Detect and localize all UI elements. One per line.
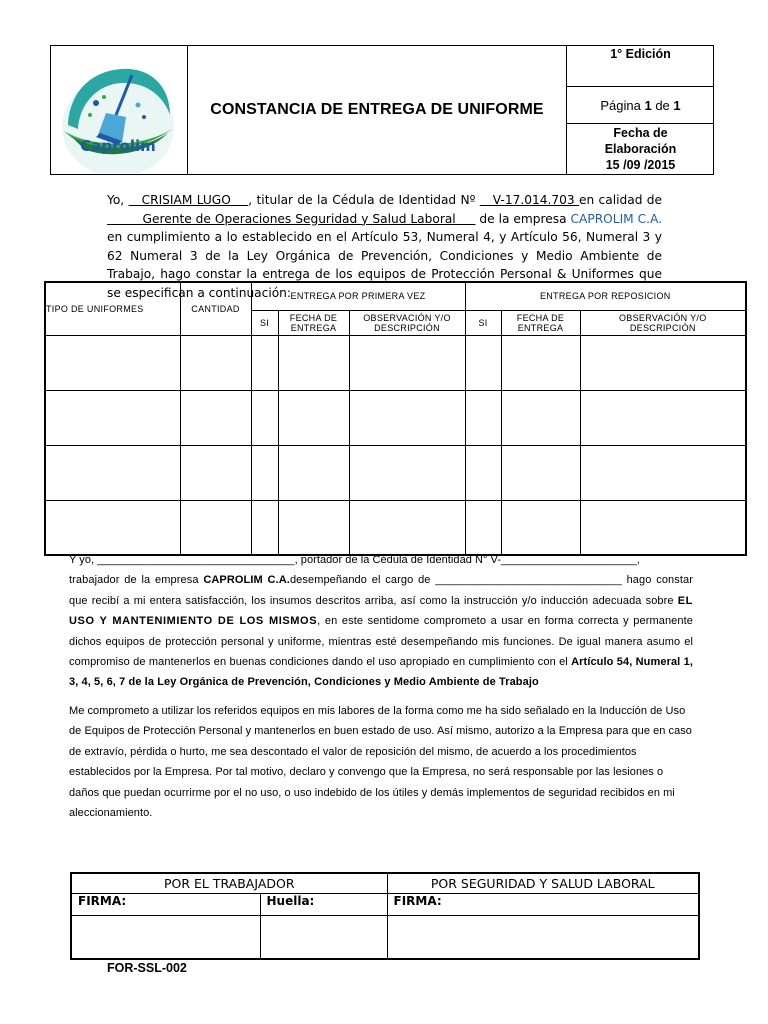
cell[interactable] [349, 445, 465, 500]
cell[interactable] [278, 445, 349, 500]
intro-yo: Yo, [107, 193, 125, 207]
fecha-label-1: Fecha de [613, 126, 668, 140]
header-meta [566, 45, 714, 175]
declaration-text: trabajador de la empresa CAPROLIM C.A.desempeñando el cargo de ______________________________ hago constar que recibí a mi entera satisfacción, los insumos descritos arriba, así como la instrucción y/o inducción adecuada sobre EL USO Y MANTENIMIENTO DE LOS MISMOS, en este sentidome comprometo a usar en forma correcta y permanente dichos equipos de protección personal y uniforme, mientras esté desempeñando mis funciones. De igual manera asumo el compromiso de mantenerlos en buenas condiciones dando el uso apropiado en cumplimiento con el Artículo 54, Numeral 1, 3, 4, 5, 6, 7 de la Ley Orgánica de Prevención, Condiciones y Medio Ambiente de Trabajo [69, 574, 693, 689]
sig-trabajador-header: POR EL TRABAJADOR [71, 873, 387, 893]
logo-cell [50, 45, 188, 175]
col-si-1: SI [251, 310, 278, 335]
logo-text: Caprolim [80, 137, 156, 155]
cell[interactable] [580, 445, 746, 500]
col-si-2: SI [465, 310, 501, 335]
cell[interactable] [501, 445, 580, 500]
cell[interactable] [251, 445, 278, 500]
cell[interactable] [45, 500, 180, 555]
huella-label: Huella: [260, 893, 387, 915]
cell[interactable] [465, 500, 501, 555]
table-row [45, 335, 746, 390]
declaration-paragraph [69, 550, 693, 693]
firma2-box[interactable] [387, 915, 699, 959]
cell[interactable] [501, 390, 580, 445]
intro-text-1: , titular de la Cédula de Identidad Nº [248, 193, 476, 207]
firma-label: FIRMA: [71, 893, 260, 915]
cell[interactable] [180, 335, 251, 390]
document-title: CONSTANCIA DE ENTREGA DE UNIFORME [210, 101, 544, 118]
cell[interactable] [45, 335, 180, 390]
cell[interactable] [349, 335, 465, 390]
page-word: Página [600, 97, 641, 113]
edition-cell [567, 45, 714, 87]
cell[interactable] [501, 500, 580, 555]
cell[interactable] [45, 390, 180, 445]
cell[interactable] [580, 500, 746, 555]
col-tipo-header: TIPO DE UNIFORMES [45, 282, 180, 335]
cell[interactable] [180, 390, 251, 445]
fecha-cell [567, 123, 714, 175]
page-total: 1 [673, 97, 681, 113]
cell[interactable] [251, 335, 278, 390]
fecha-value: 15 /09 /2015 [605, 158, 676, 172]
col-cantidad-header: CANTIDAD [180, 282, 251, 335]
col-obs-2: OBSERVACIÓN Y/O DESCRIPCIÓN [580, 310, 746, 335]
cell[interactable] [251, 500, 278, 555]
intro-cedula: V-17.014.703 [492, 193, 575, 207]
firma-box[interactable] [71, 915, 260, 959]
cell[interactable] [501, 335, 580, 390]
intro-text-2: en calidad de [578, 193, 663, 207]
cell[interactable] [580, 390, 746, 445]
sig-seguridad-header: POR SEGURIDAD Y SALUD LABORAL [387, 873, 699, 893]
cell[interactable] [349, 500, 465, 555]
cell[interactable] [278, 500, 349, 555]
firma2-label: FIRMA: [387, 893, 699, 915]
intro-name: CRISIAM LUGO [141, 193, 231, 207]
huella-box[interactable] [260, 915, 387, 959]
uniform-table [44, 281, 747, 556]
group-reposicion: ENTREGA POR REPOSICION [465, 282, 746, 310]
cell[interactable] [251, 390, 278, 445]
page-number: 1 [644, 97, 652, 113]
col-obs-1: OBSERVACIÓN Y/O DESCRIPCIÓN [349, 310, 465, 335]
commitment-paragraph: Me comprometo a utilizar los referidos equipos en mis labores de la forma como me ha sido señalado en la Inducción de Uso de Equipos de Protección Personal y mantenerlos en buen estado de uso. Así mismo, autorizo a la Empresa para que en caso de extravío, pérdida o hurto, me sea descontado el valor de reposición del mismo, de acuerdo a los procedimientos establecidos por la Empresa. Por tal motivo, declaro y convengo que la Empresa, no será responsable por las lesiones o daños que puedan ocurrirme por el no uso, o uso indebido de los útiles y demás implementos de seguridad recibidos en mi aleccionamiento. [69, 705, 692, 820]
col-fecha-2: FECHA DE ENTREGA [501, 310, 580, 335]
cell[interactable] [180, 445, 251, 500]
cell[interactable] [278, 390, 349, 445]
page-of: de [655, 97, 670, 113]
page-cell [567, 87, 714, 124]
cell[interactable] [580, 335, 746, 390]
table-row [45, 500, 746, 555]
table-row [45, 445, 746, 500]
cell[interactable] [349, 390, 465, 445]
intro-company: CAPROLIM C.A. [570, 211, 663, 226]
cell[interactable] [465, 445, 501, 500]
cell[interactable] [465, 390, 501, 445]
intro-text-3: de la empresa [479, 211, 567, 226]
cell[interactable] [45, 445, 180, 500]
intro-cargo: Gerente de Operaciones Seguridad y Salud Laboral [142, 211, 456, 226]
intro-text-4: en cumplimiento a lo establecido en el Artículo 53, Numeral 4, y Artículo 56, Numeral 3 y 62 Numeral 3 de la Ley Orgánica de Prevención, Condiciones y Medio Ambiente de Trabajo, hago constar la entrega de los equipos de Protección Personal & Uniformes que se especifican a continuación: [107, 230, 662, 300]
edition-label: 1° Edición [610, 47, 671, 61]
form-code: FOR-SSL-002 [107, 961, 187, 975]
group-primera-vez: ENTREGA POR PRIMERA VEZ [251, 282, 465, 310]
col-fecha-1: FECHA DE ENTREGA [278, 310, 349, 335]
table-row [45, 390, 746, 445]
declaration-line-1: Y yo, ________________________________, portador de la Cédula de Identidad N° V-______________________, [69, 554, 640, 566]
fecha-label-2: Elaboración [604, 142, 677, 156]
cell[interactable] [180, 500, 251, 555]
signature-table [70, 872, 700, 960]
cell[interactable] [465, 335, 501, 390]
cell[interactable] [278, 335, 349, 390]
